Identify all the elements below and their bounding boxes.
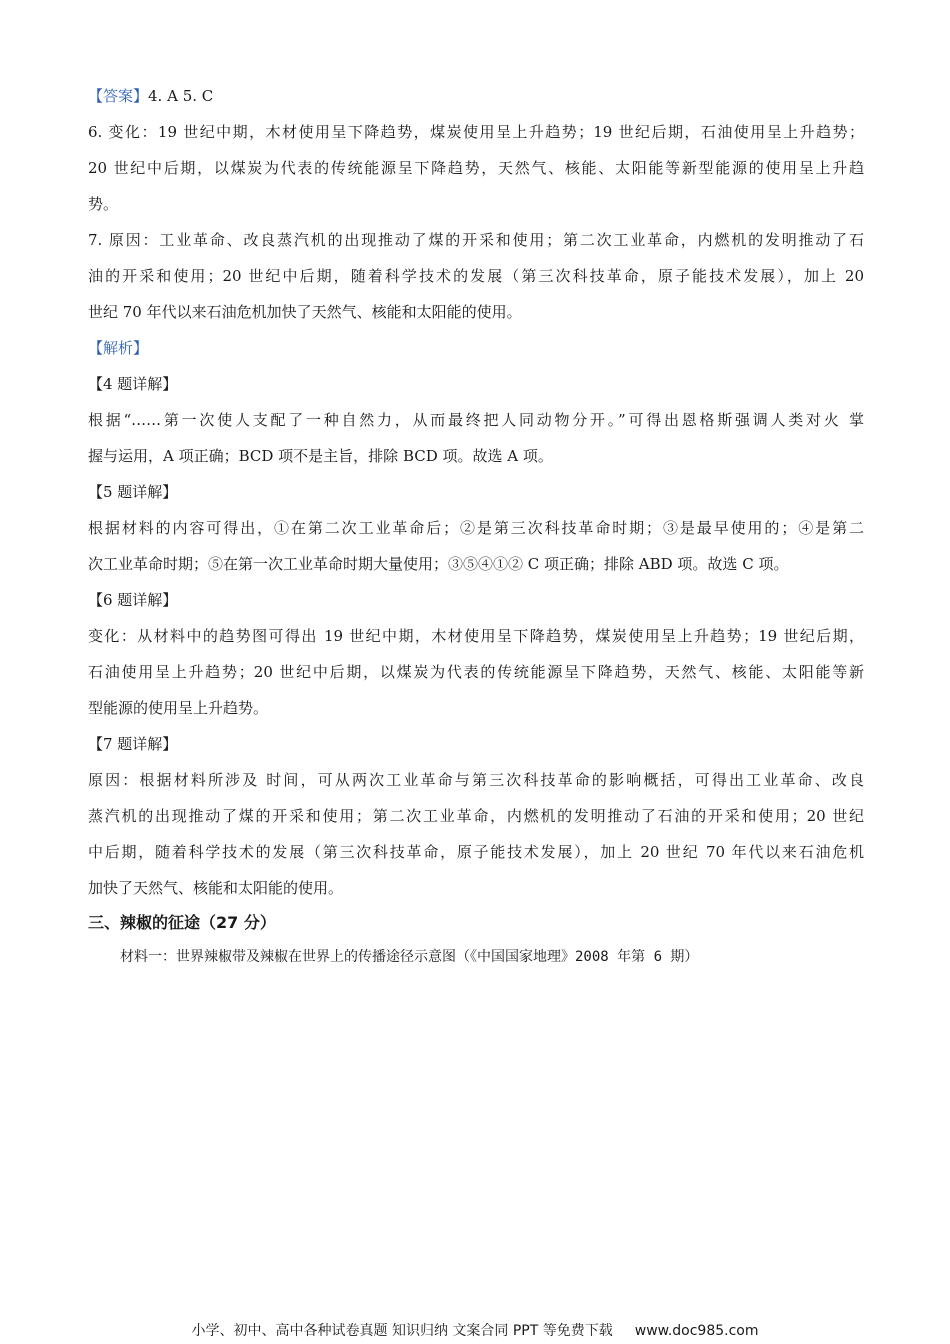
- q7-line-1: 7. 原因：工业革命、改良蒸汽机的出现推动了煤的开采和使用；第二次工业革命，内燃机的发明推动了石: [88, 231, 864, 249]
- answer-label: 【答案】: [88, 87, 149, 105]
- detail6-line-2: 石油使用呈上升趋势；20 世纪中后期，以煤炭为代表的传统能源呈下降趋势，天然气、核能、太阳能等新: [88, 663, 864, 681]
- q6-line-2: 20 世纪中后期，以煤炭为代表的传统能源呈下降趋势，天然气、核能、太阳能等新型能源的使用呈上升趋: [88, 159, 864, 177]
- q7-line-3: 世纪 70 年代以来石油危机加快了天然气、核能和太阳能的使用。: [88, 303, 522, 321]
- detail6-line-1: 变化：从材料中的趋势图可得出 19 世纪中期，木材使用呈下降趋势，煤炭使用呈上升趋势；19 世纪后期，: [88, 627, 864, 645]
- detail5-line-1: 根据材料的内容可得出，①在第二次工业革命后；②是第三次科技革命时期；③是最早使用的；④是第二: [88, 519, 864, 537]
- q6-line-1: 6. 变化：19 世纪中期，木材使用呈下降趋势，煤炭使用呈上升趋势；19 世纪后期，石油使用呈上升趋势；: [88, 123, 864, 141]
- q6-line-3: 势。: [88, 195, 119, 213]
- detail7-line-2: 蒸汽机的出现推动了煤的开采和使用；第二次工业革命，内燃机的发明推动了石油的开采和使用；20 世纪: [88, 807, 864, 825]
- section-3-title: 三、辣椒的征途（27 分）: [88, 913, 276, 932]
- detail4-line-1: 根据“……第一次使人支配了一种自然力，从而最终把人同动物分开。”可得出恩格斯强调人类对火 掌: [88, 411, 864, 429]
- answer-line: [88, 78, 864, 114]
- detail7-line-1: 原因：根据材料所涉及 时间，可从两次工业革命与第三次科技革命的影响概括，可得出工业革命、改良: [88, 771, 864, 789]
- detail4-heading: 【4 题详解】: [88, 375, 178, 393]
- footer-url-link[interactable]: www.doc985.com: [634, 1323, 759, 1339]
- detail7-heading: 【7 题详解】: [88, 735, 178, 753]
- detail6-heading: 【6 题详解】: [88, 591, 178, 609]
- footer-text: 小学、初中、高中各种试卷真题 知识归纳 文案合同 PPT 等免费下载: [191, 1323, 613, 1339]
- q7-line-2: 油的开采和使用；20 世纪中后期，随着科学技术的发展（第三次科技革命，原子能技术发展），加上 20: [88, 267, 864, 285]
- page-footer: [0, 1320, 950, 1340]
- detail5-line-2: 次工业革命时期；⑤在第一次工业革命时期大量使用；③⑤④①② C 项正确；排除 ABD 项。故选 C 项。: [88, 555, 789, 573]
- detail6-line-3: 型能源的使用呈上升趋势。: [88, 699, 269, 717]
- detail7-line-4: 加快了天然气、核能和太阳能的使用。: [88, 879, 344, 897]
- section-3-material-caption: 材料一：世界辣椒带及辣椒在世界上的传播途径示意图（《中国国家地理》2008 年第 6 期）: [120, 949, 699, 965]
- answer-text: 4. A 5. C: [148, 87, 214, 105]
- detail4-line-2: 握与运用，A 项正确；BCD 项不是主旨，排除 BCD 项。故选 A 项。: [88, 447, 553, 465]
- page-content: [88, 78, 864, 974]
- analysis-label: 【解析】: [88, 339, 149, 357]
- detail5-heading: 【5 题详解】: [88, 483, 178, 501]
- detail7-line-3: 中后期，随着科学技术的发展（第三次科技革命，原子能技术发展），加上 20 世纪 70 年代以来石油危机: [88, 843, 864, 861]
